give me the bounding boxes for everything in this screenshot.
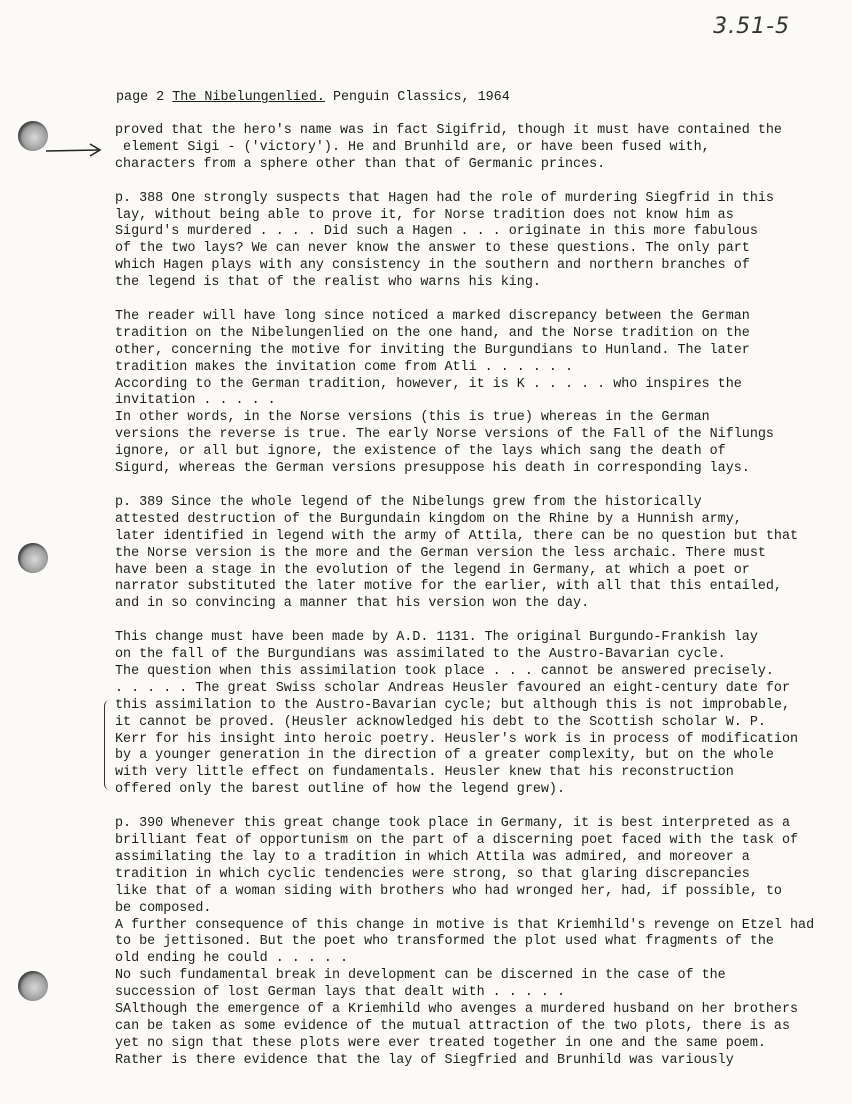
text-line: tradition in which cyclic tendencies were strong, so that glaring discrepancies [115, 866, 750, 882]
text-line: attested destruction of the Burgundain kingdom on the Rhine by a Hunnish army, [115, 511, 742, 527]
text-line: be composed. [115, 900, 212, 916]
text-line: succession of lost German lays that dealt with . . . . . [115, 985, 565, 1001]
text-line: versions the reverse is true. The early Norse versions of the Fall of the Niflungs [115, 427, 774, 443]
text-line: element Sigi - ('victory'). He and Brunhild are, or have been fused with, [115, 139, 710, 155]
text-line: tradition makes the invitation come from Atli . . . . . . [115, 359, 574, 375]
text-line: Sigurd's murdered . . . . Did such a Hagen . . . originate in this more fabulous [115, 224, 758, 240]
text-line: later identified in legend with the army of Attila, there can be no question but that [115, 528, 799, 544]
text-line: tradition on the Nibelungenlied on the one hand, and the Norse tradition on the [115, 325, 750, 341]
paragraph-1 [115, 123, 845, 174]
text-line: the Norse version is the more and the German version the less archaic. There must [115, 545, 766, 561]
paragraph-5 [115, 630, 845, 799]
text-line: other, concerning the motive for inviting the Burgundians to Hunland. The later [115, 342, 750, 358]
text-line: p. 388 One strongly suspects that Hagen had the role of murdering Siegfrid in this [115, 190, 774, 206]
text-line: old ending he could . . . . . [115, 951, 349, 967]
text-line: In other words, in the Norse versions (this is true) whereas in the German [115, 410, 710, 426]
handwritten-arrow-icon [44, 139, 106, 159]
text-line: of the two lays? We can never know the answer to these questions. The only part [115, 241, 750, 257]
text-line: The question when this assimilation took place . . . cannot be answered precisely. [115, 663, 774, 679]
text-line: SAlthough the emergence of a Kriemhild who avenges a murdered husband on her brothers [115, 1002, 799, 1018]
text-line: like that of a woman siding with brothers who had wronged her, had, if possible, to [115, 883, 782, 899]
text-line: on the fall of the Burgundians was assimilated to the Austro-Bavarian cycle. [115, 647, 726, 663]
paragraph-3 [115, 309, 845, 478]
text-line: assimilating the lay to a tradition in which Attila was admired, and moreover a [115, 849, 750, 865]
text-line: and in so convincing a manner that his version won the day. [115, 596, 590, 612]
text-line: can be taken as some evidence of the mutual attraction of the two plots, there is as [115, 1018, 790, 1034]
punch-hole-icon [18, 971, 48, 1001]
text-line: p. 390 Whenever this great change took place in Germany, it is best interpreted as a [115, 816, 790, 832]
text-line: No such fundamental break in development can be discerned in the case of the [115, 968, 726, 984]
text-line: . . . . . The great Swiss scholar Andreas Heusler favoured an eight-century date for [115, 680, 790, 696]
text-line: proved that the hero's name was in fact Sigifrid, though it must have contained the [115, 123, 782, 138]
document-body [115, 123, 845, 1087]
text-line: it cannot be proved. (Heusler acknowledged his debt to the Scottish scholar W. P. [115, 714, 766, 730]
text-line: the legend is that of the realist who warns his king. [115, 275, 541, 291]
text-line: offered only the barest outline of how the legend grew). [115, 782, 565, 798]
text-line: to be jettisoned. But the poet who transformed the plot used what fragments of the [115, 934, 774, 950]
text-line: According to the German tradition, however, it is K . . . . . who inspires the [115, 376, 742, 392]
punch-hole-icon [18, 543, 48, 573]
text-line: A further consequence of this change in motive is that Kriemhild's revenge on Etzel had [115, 917, 815, 933]
text-line: which Hagen plays with any consistency in the southern and northern branches of [115, 258, 750, 274]
text-line: This change must have been made by A.D. 1131. The original Burgundo-Frankish lay [115, 630, 758, 646]
text-line: brilliant feat of opportunism on the part of a discerning poet faced with the task of [115, 832, 799, 848]
paragraph-2 [115, 191, 845, 292]
text-line: The reader will have long since noticed a marked discrepancy between the German [115, 308, 750, 324]
text-line: this assimilation to the Austro-Bavarian cycle; but although this is not improbable, [115, 697, 790, 713]
paragraph-6 [115, 816, 845, 1070]
text-line: narrator substituted the later motive for the earlier, with all that this entailed, [115, 579, 782, 595]
text-line: lay, without being able to prove it, for Norse tradition does not know him as [115, 207, 734, 223]
header-publisher: Penguin Classics, 1964 [324, 90, 510, 105]
text-line: with very little effect on fundamentals. Heusler knew that his reconstruction [115, 765, 734, 781]
header-book-title: The Nibelungenlied. [172, 90, 325, 105]
text-line: p. 389 Since the whole legend of the Nibelungs grew from the historically [115, 494, 702, 510]
text-line: by a younger generation in the direction of a greater complexity, but on the whole [115, 748, 774, 764]
text-line: Kerr for his insight into heroic poetry. Heusler's work is in process of modification [115, 731, 799, 747]
text-line: Rather is there evidence that the lay of Siegfried and Brunhild was variously [115, 1052, 734, 1068]
text-line: characters from a sphere other than that of Germanic princes. [115, 156, 606, 172]
text-line: have been a stage in the evolution of the legend in Germany, at which a poet or [115, 562, 750, 578]
text-line: Sigurd, whereas the German versions presuppose his death in corresponding lays. [115, 461, 750, 477]
text-line: yet no sign that these plots were ever treated together in one and the same poem. [115, 1035, 766, 1051]
text-line: ignore, or all but ignore, the existence of the lays which sang the death of [115, 444, 726, 460]
header-page-label: page 2 [116, 90, 173, 105]
handwritten-reference-number: 3.51-5 [713, 14, 790, 39]
page-header [116, 89, 510, 106]
text-line: invitation . . . . . [115, 393, 276, 409]
margin-bracket-mark [104, 700, 113, 790]
paragraph-4 [115, 495, 845, 613]
